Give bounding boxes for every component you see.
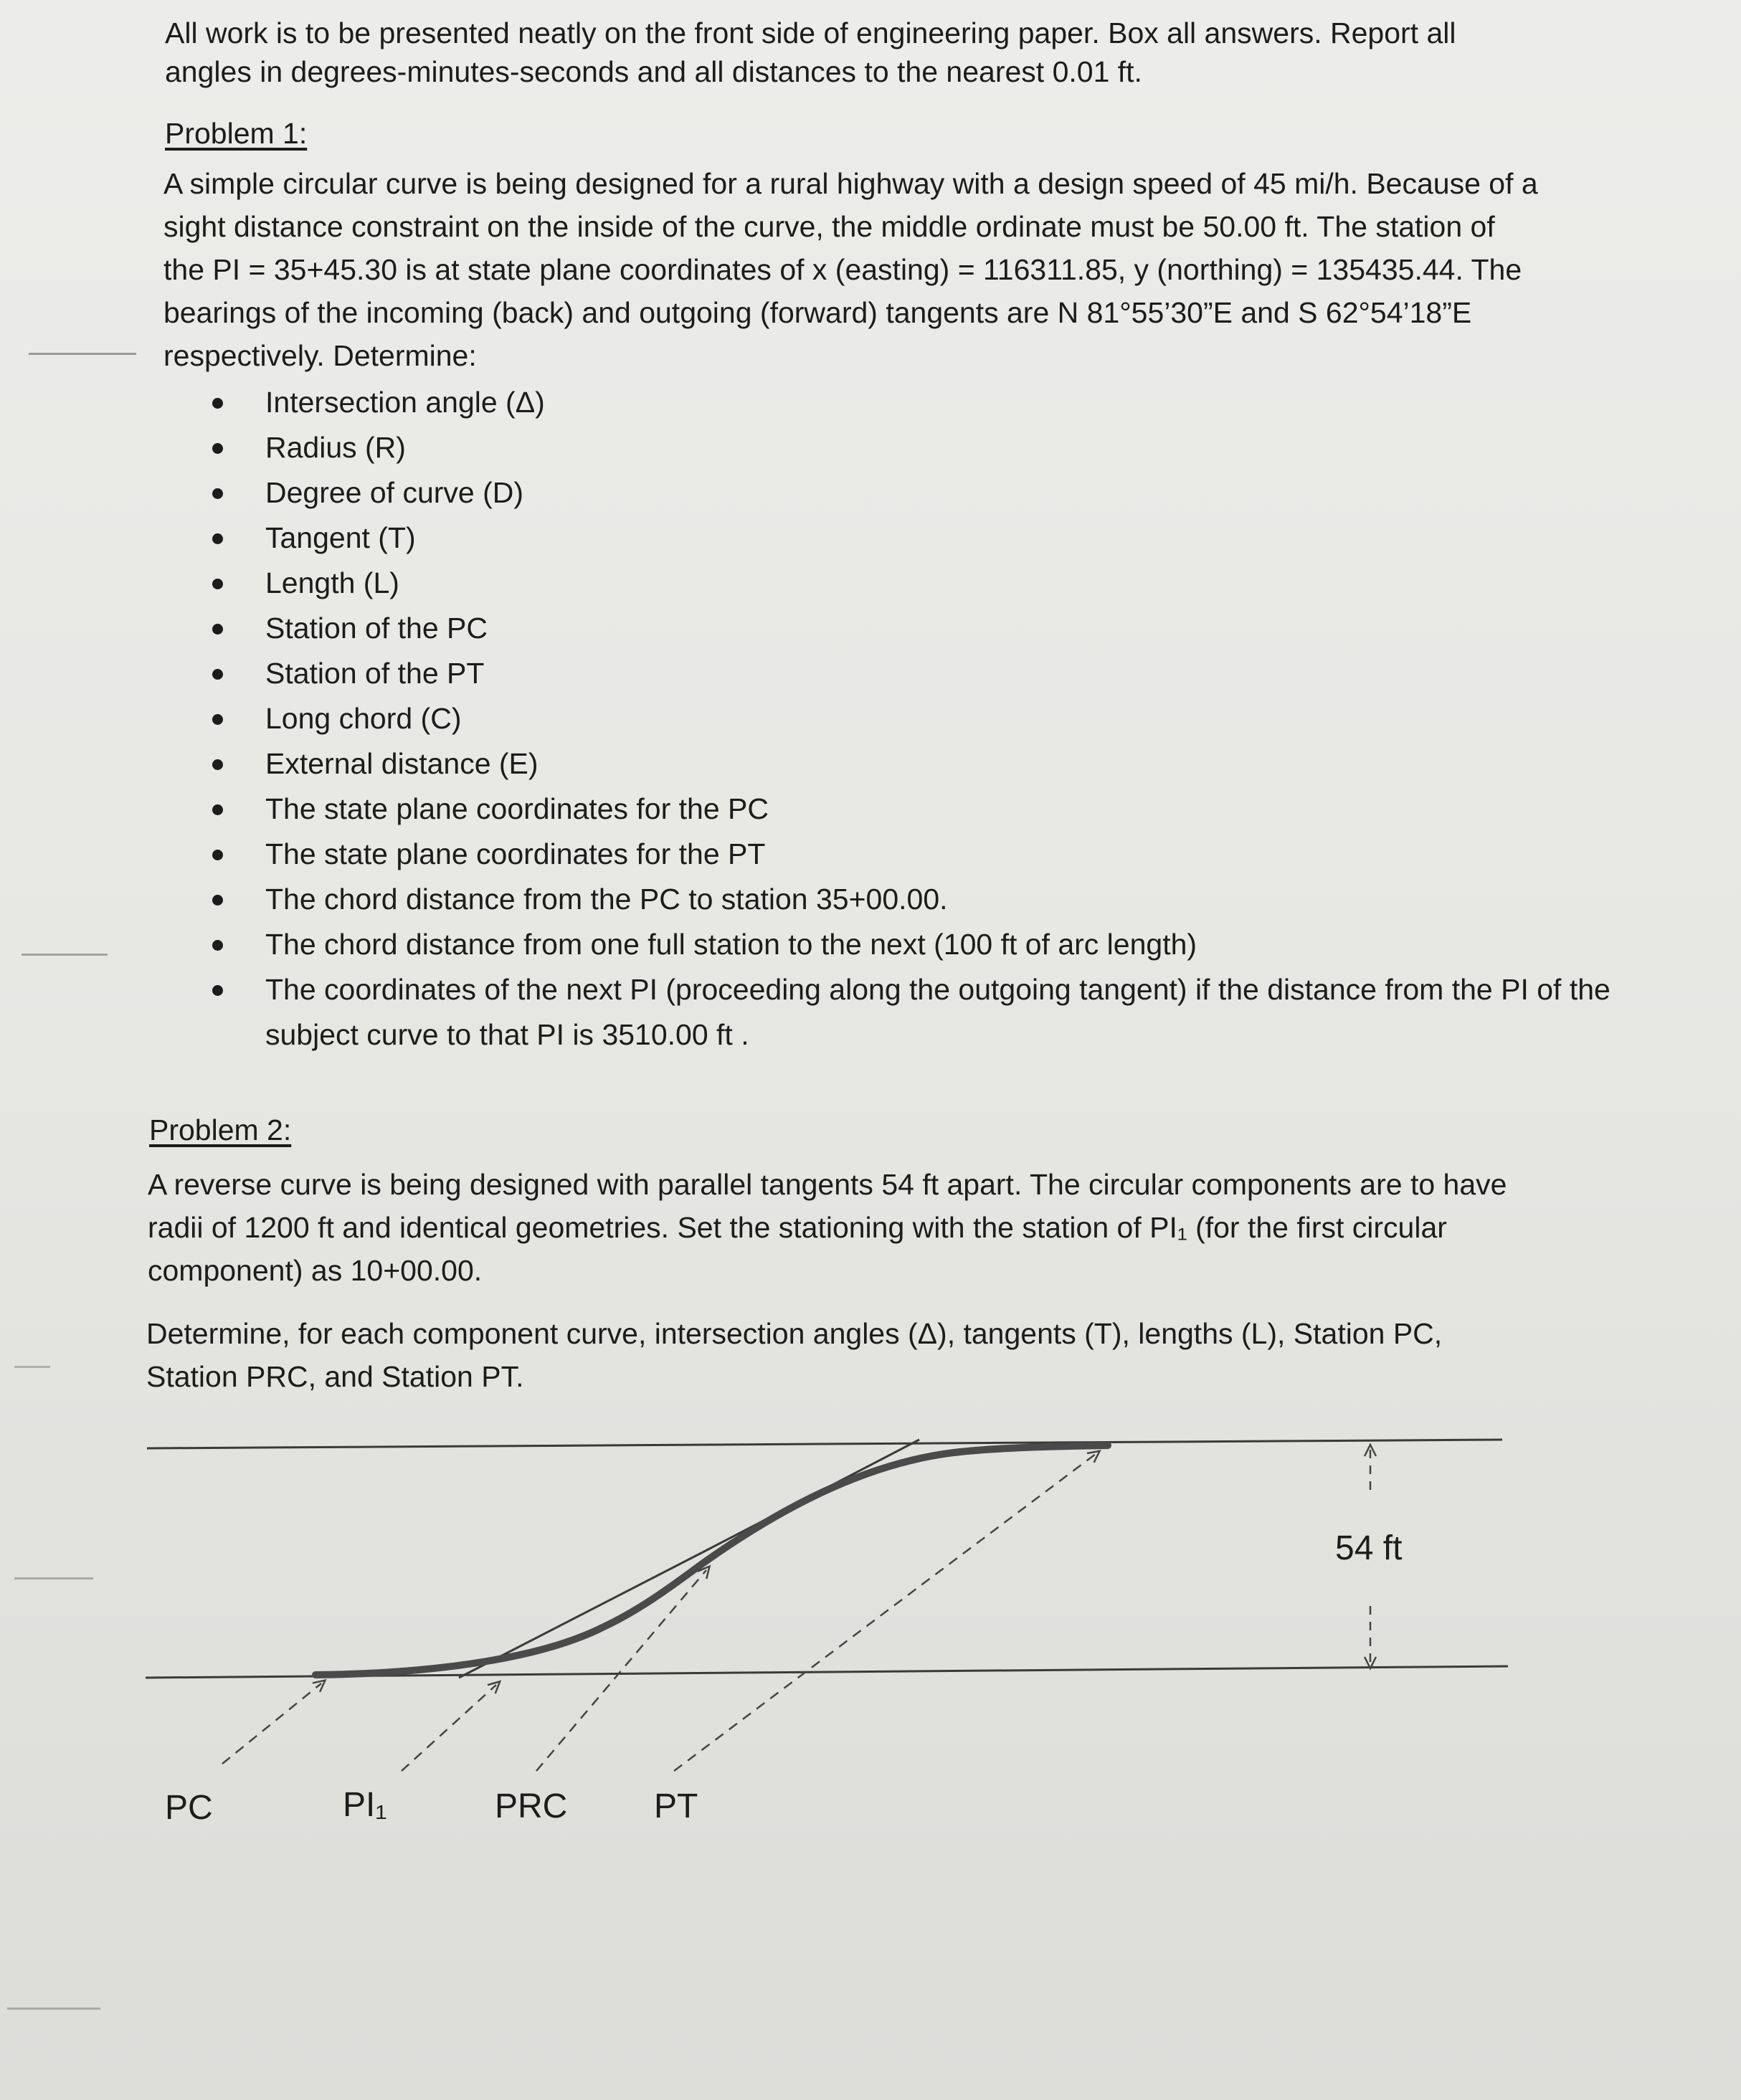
list-item: The chord distance from one full station to the next (100 ft of arc length) xyxy=(208,922,1664,967)
prc-leader-line xyxy=(536,1570,706,1771)
list-item: The chord distance from the PC to station 35+00.00. xyxy=(208,877,1664,922)
problem1-statement xyxy=(163,162,1705,377)
problem2-line: Determine, for each component curve, intersection angles (Δ), tangents (T), lengths (L), Station PC, xyxy=(146,1317,1443,1350)
margin-mark xyxy=(7,2008,100,2010)
list-item: External distance (E) xyxy=(208,741,1664,787)
pt-leader-line xyxy=(674,1454,1096,1771)
problem1-line: A simple circular curve is being designed for a rural highway with a design speed of 45 mi/h. Because of a xyxy=(163,167,1538,200)
problem2-task xyxy=(146,1312,1724,1398)
margin-mark xyxy=(22,954,108,956)
list-item: Degree of curve (D) xyxy=(208,470,1664,516)
problem1-line: the PI = 35+45.30 is at state plane coordinates of x (easting) = 116311.85, y (northing) = 135435.44. The xyxy=(163,253,1522,286)
list-item: Tangent (T) xyxy=(208,516,1664,561)
intro-line: All work is to be presented neatly on the front side of engineering paper. Box all answers. Report all xyxy=(165,16,1456,49)
list-item: The state plane coordinates for the PC xyxy=(208,787,1664,832)
margin-mark xyxy=(29,353,136,355)
pt-label: PT xyxy=(654,1787,698,1825)
intro-instructions xyxy=(165,11,1671,93)
intro-line: angles in degrees-minutes-seconds and all distances to the nearest 0.01 ft. xyxy=(165,55,1142,88)
list-item: The coordinates of the next PI (proceeding along the outgoing tangent) if the distance from the PI of the subject curve to that PI is 3510.00 ft . xyxy=(208,967,1664,1058)
problem1-deliverables-list xyxy=(208,380,1664,1058)
reverse-curve-diagram xyxy=(0,1398,1741,1886)
problem2-heading: Problem 2: xyxy=(149,1113,292,1146)
problem2-line: component) as 10+00.00. xyxy=(148,1254,483,1287)
problem1-line: sight distance constraint on the inside of the curve, the middle ordinate must be 50.00 ft. The station of xyxy=(163,210,1495,243)
margin-mark xyxy=(14,1366,50,1368)
offset-label: 54 ft xyxy=(1335,1529,1403,1567)
problem2-line: radii of 1200 ft and identical geometries. Set the stationing with the station of PI₁ (for the first circular xyxy=(148,1211,1447,1244)
problem2-line: Station PRC, and Station PT. xyxy=(146,1360,524,1393)
list-item: Intersection angle (Δ) xyxy=(208,380,1664,425)
list-item: Radius (R) xyxy=(208,425,1664,470)
list-item: The state plane coordinates for the PT xyxy=(208,832,1664,877)
list-item: Station of the PT xyxy=(208,651,1664,696)
pi1-leader-line xyxy=(402,1685,496,1771)
pc-label: PC xyxy=(165,1789,213,1827)
problem2-line: A reverse curve is being designed with parallel tangents 54 ft apart. The circular components are to have xyxy=(148,1168,1507,1201)
list-item: Long chord (C) xyxy=(208,696,1664,741)
list-item: Station of the PC xyxy=(208,606,1664,651)
prc-label: PRC xyxy=(495,1787,568,1825)
problem2-statement xyxy=(148,1163,1725,1292)
problem1-line: bearings of the incoming (back) and outgoing (forward) tangents are N 81°55’30”E and S 62°54’18”E xyxy=(163,296,1472,329)
reverse-curve-path xyxy=(316,1445,1108,1675)
problem1-heading: Problem 1: xyxy=(165,117,308,150)
problem1-line: respectively. Determine: xyxy=(163,339,477,372)
pi1-label: PI₁ xyxy=(343,1786,387,1824)
list-item: Length (L) xyxy=(208,561,1664,606)
pc-leader-line xyxy=(222,1683,321,1764)
upper-tangent-line xyxy=(147,1440,1502,1448)
